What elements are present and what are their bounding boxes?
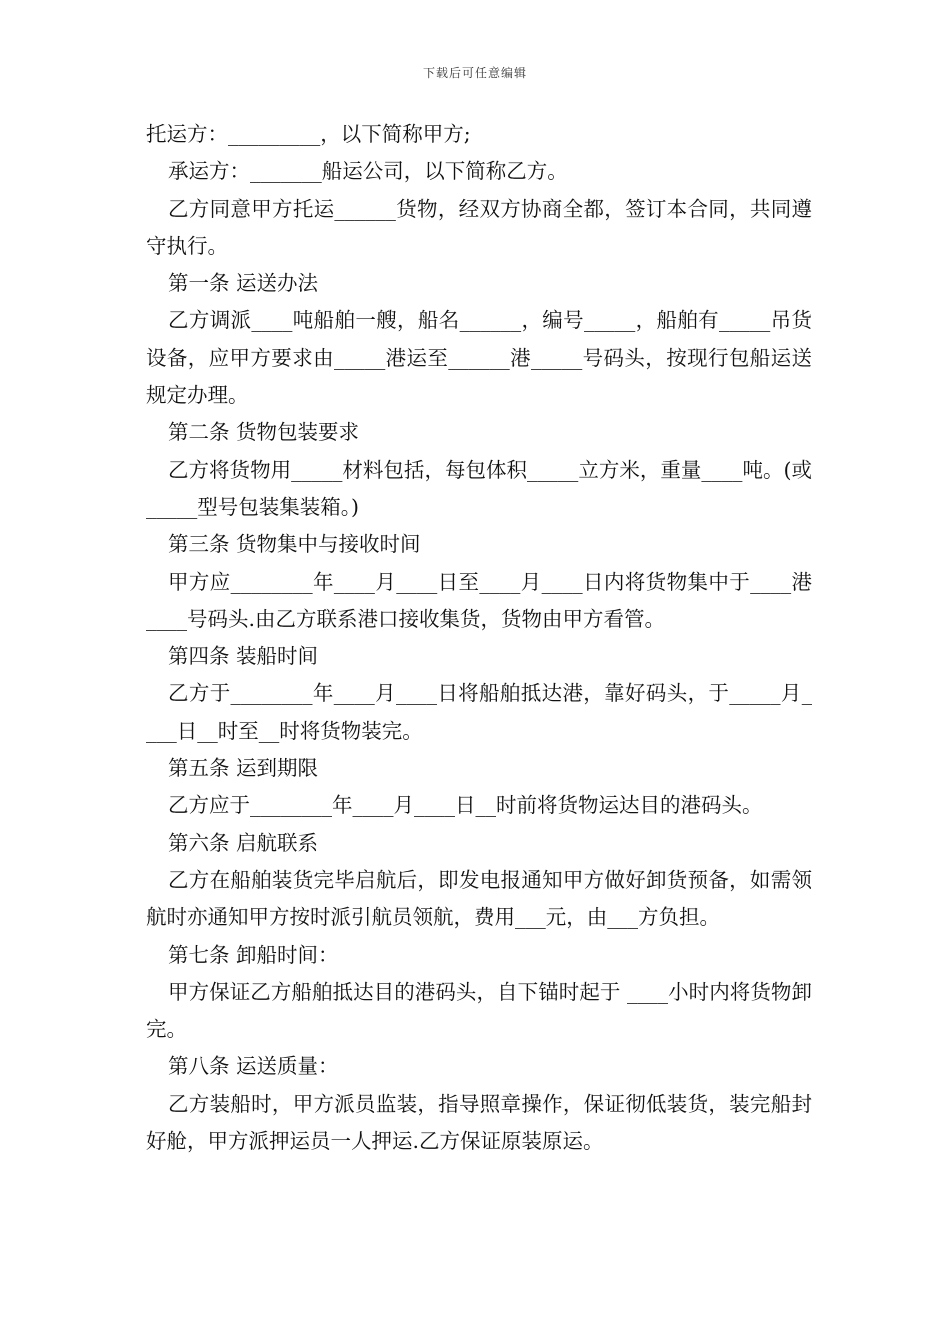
paragraph-consignor: 托运方：_________，以下简称甲方; <box>146 122 471 146</box>
article-3-title: 第三条 货物集中与接收时间 <box>168 532 421 557</box>
article-5-body: 乙方应于________年____月____日__时前将货物运达目的港码头。 <box>168 793 763 818</box>
article-7-body: 甲方保证乙方船舶抵达目的港码头，自下锚时起于 ____小时内将货物卸完。 <box>146 979 812 1042</box>
article-2-title: 第二条 货物包装要求 <box>168 420 360 445</box>
article-8-title: 第八条 运送质量： <box>168 1054 339 1079</box>
page-header-note: 下载后可任意编辑 <box>422 66 527 80</box>
article-1-title: 第一条 运送办法 <box>168 271 319 296</box>
paragraph-carrier: 承运方：_______船运公司，以下简称乙方。 <box>168 159 568 184</box>
article-1-body: 乙方调派____吨船舶一艘，船名______，编号_____，船舶有_____吊货设备，应甲方要求由_____港运至______港_____号码头，按现行包船运送规定办理。 <box>146 308 812 408</box>
article-6-title: 第六条 启航联系 <box>168 830 319 855</box>
article-3-body: 甲方应________年____月____日至____月____日内将货物集中于____港____号码头.由乙方联系港口接收集货，货物由甲方看管。 <box>146 569 812 631</box>
article-6-body: 乙方在船舶装货完毕启航后，即发电报通知甲方做好卸货预备，如需领航时亦通知甲方按时派引航员领航，费用___元，由___方负担。 <box>146 867 812 930</box>
article-2-body: 乙方将货物用_____材料包括，每包体积_____立方米，重量____吨。(或_____型号包装集装箱。) <box>146 457 812 519</box>
article-7-title: 第七条 卸船时间： <box>168 942 339 967</box>
article-8-body: 乙方装船时，甲方派员监装，指导照章操作，保证彻低装货，装完船封好舱，甲方派押运员一人押运.乙方保证原装原运。 <box>146 1091 812 1154</box>
article-5-title: 第五条 运到期限 <box>168 756 319 781</box>
paragraph-agreement: 乙方同意甲方托运______货物，经双方协商全都，签订本合同，共同遵守执行。 <box>146 196 812 258</box>
article-4-title: 第四条 装船时间 <box>168 644 319 669</box>
article-4-body: 乙方于________年____月____日将船舶抵达港，靠好码头，于_____月____日__时至__时将货物装完。 <box>146 681 812 743</box>
contract-body <box>146 116 812 1160</box>
